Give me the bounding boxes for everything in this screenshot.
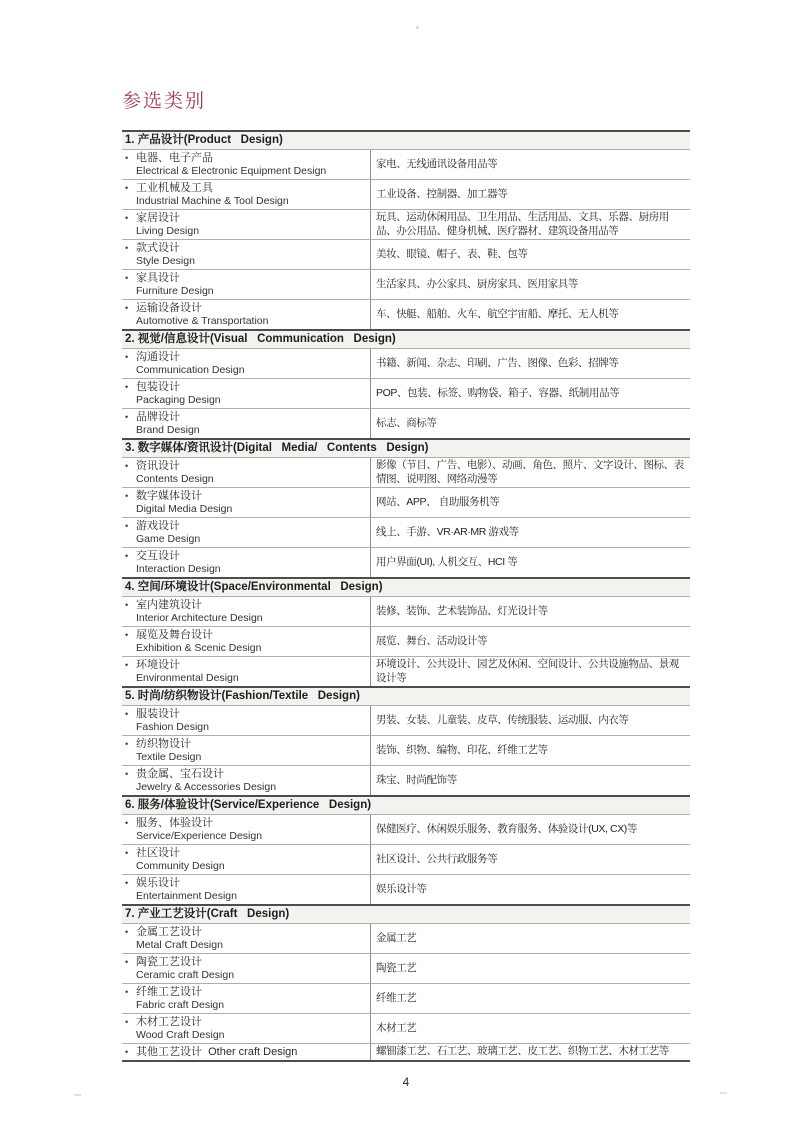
examples-cell [370, 1014, 690, 1043]
category-examples: 装修、装饰、艺术装饰品、灯光设计等 [376, 604, 548, 617]
category-name-cn: 款式设计 [136, 242, 180, 254]
examples-cell [370, 409, 690, 438]
bullet-icon: • [125, 848, 129, 858]
category-examples: 美妆、眼镜、帽子、表、鞋、包等 [376, 247, 528, 260]
scan-artifact-tick [720, 1092, 727, 1094]
category-name-cn: 品牌设计 [136, 411, 180, 423]
category-name-en: Brand Design [136, 424, 200, 436]
category-name-en: Wood Craft Design [136, 1029, 225, 1041]
section-header: 7. 产业工艺设计(Craft Design) [122, 904, 690, 923]
bullet-icon: • [125, 273, 129, 283]
category-examples: 社区设计、公共行政服务等 [376, 852, 498, 865]
category-name-cn: 木材工艺设计 [136, 1016, 202, 1028]
category-name-cn: 陶瓷工艺设计 [136, 956, 202, 968]
bullet-icon: • [125, 213, 129, 223]
document-page [122, 86, 690, 1089]
category-name-en: Automotive & Transportation [136, 315, 269, 327]
scan-artifact-dot [178, 1053, 180, 1055]
category-name-en: Entertainment Design [136, 890, 237, 902]
examples-cell [370, 548, 690, 577]
table-row [122, 269, 690, 299]
category-name-cn: 纺织物设计 [136, 738, 191, 750]
table-row [122, 149, 690, 179]
category-name-cn: 展览及舞台设计 [136, 629, 213, 641]
category-name-en: Living Design [136, 225, 200, 237]
table-row [122, 179, 690, 209]
examples-cell [370, 845, 690, 874]
bullet-icon: • [125, 243, 129, 253]
category-examples: 展览、舞台、活动设计等 [376, 634, 488, 647]
category-cell [122, 458, 370, 487]
bullet-icon: • [125, 303, 129, 313]
table-row [122, 765, 690, 795]
bullet-icon: • [125, 709, 129, 719]
category-cell [122, 409, 370, 438]
category-examples: 书籍、新闻、杂志、印刷、广告、图像、色彩、招牌等 [376, 356, 619, 369]
category-name-en: Ceramic craft Design [136, 969, 235, 981]
category-name-cn: 资讯设计 [136, 460, 180, 472]
category-examples: 影像（节目、广告、电影）、动画、角色、照片、文字设计、图标、表情图、说明图、网络动漫等 [376, 459, 684, 485]
category-cell [122, 815, 370, 844]
category-cell [122, 548, 370, 577]
bullet-icon: • [125, 491, 129, 501]
category-examples: POP、包装、标签、购物袋、箱子、容器、纸制用品等 [376, 386, 620, 399]
table-row [122, 299, 690, 329]
section-header: 1. 产品设计(Product Design) [122, 130, 690, 149]
category-examples: 娱乐设计等 [376, 882, 427, 895]
category-name-en: Fashion Design [136, 721, 209, 733]
bullet-icon: • [125, 183, 129, 193]
category-name-en: Interaction Design [136, 563, 221, 575]
category-name-cn: 工业机械及工具 [136, 182, 213, 194]
category-examples: 用户界面(UI), 人机交互、HCI 等 [376, 555, 518, 568]
category-name-cn: 其他工艺设计 Other craft Design [136, 1046, 298, 1058]
section-header: 4. 空间/环境设计(Space/Environmental Design) [122, 577, 690, 596]
table-row [122, 923, 690, 953]
category-name-cn: 电器、电子产品 [136, 152, 213, 164]
category-name-en: Service/Experience Design [136, 830, 263, 842]
examples-cell [370, 518, 690, 547]
bullet-icon: • [125, 600, 129, 610]
category-cell [122, 657, 370, 686]
category-examples: 网站、APP、 自助服务机等 [376, 495, 500, 508]
examples-cell [370, 875, 690, 904]
table-row [122, 457, 690, 487]
table-row [122, 735, 690, 765]
category-cell [122, 954, 370, 983]
bullet-icon: • [125, 660, 129, 670]
category-examples: 男装、女装、儿童装、皮草、传统服装、运动服、内衣等 [376, 713, 629, 726]
category-name-en: Communication Design [136, 364, 245, 376]
category-examples: 珠宝、时尚配饰等 [376, 773, 457, 786]
category-cell [122, 270, 370, 299]
category-name-en: Textile Design [136, 751, 202, 763]
examples-cell [370, 379, 690, 408]
category-name-cn: 运输设备设计 [136, 302, 202, 314]
category-examples: 木材工艺 [376, 1021, 417, 1034]
examples-cell [370, 597, 690, 626]
examples-cell [370, 210, 690, 239]
bullet-icon: • [125, 987, 129, 997]
examples-cell [370, 300, 690, 329]
category-examples: 车、快艇、船舶、火车、航空宇宙船、摩托、无人机等 [376, 307, 619, 320]
category-cell [122, 736, 370, 765]
category-cell [122, 379, 370, 408]
page-number: 4 [402, 1075, 410, 1089]
examples-cell [370, 488, 690, 517]
category-examples: 金属工艺 [376, 931, 417, 944]
table-row [122, 656, 690, 686]
category-name-cn: 室内建筑设计 [136, 599, 202, 611]
table-row [122, 596, 690, 626]
category-name-en: Style Design [136, 255, 195, 267]
table-row [122, 239, 690, 269]
page-title: 参选类别 [122, 91, 207, 112]
examples-cell [370, 924, 690, 953]
category-cell [122, 597, 370, 626]
table-row [122, 626, 690, 656]
table-row [122, 209, 690, 239]
category-examples: 环境设计、公共设计、园艺及休闲、空间设计、公共设施物品、景观设计等 [376, 658, 679, 684]
category-name-en: Digital Media Design [136, 503, 233, 515]
category-cell [122, 1014, 370, 1043]
bullet-icon: • [125, 957, 129, 967]
category-name-en: Contents Design [136, 473, 214, 485]
section-header: 2. 视觉/信息设计(Visual Communication Design) [122, 329, 690, 348]
table-row [122, 874, 690, 904]
scan-artifact-tick [74, 1094, 81, 1096]
category-examples: 家电、无线通讯设备用品等 [376, 157, 498, 170]
category-name-en: Community Design [136, 860, 225, 872]
category-name-cn: 环境设计 [136, 659, 180, 671]
category-examples: 螺钿漆工艺、石工艺、玻璃工艺、皮工艺、织物工艺、木材工艺等 [376, 1045, 669, 1058]
examples-cell [370, 349, 690, 378]
category-examples: 工业设备、控制器、加工器等 [376, 187, 508, 200]
category-cell [122, 349, 370, 378]
category-name-cn: 家居设计 [136, 212, 180, 224]
category-name-cn: 交互设计 [136, 550, 180, 562]
category-name-en: Electrical & Electronic Equipment Design [136, 165, 327, 177]
category-name-en: Industrial Machine & Tool Design [136, 195, 289, 207]
table-row [122, 408, 690, 438]
category-cell [122, 845, 370, 874]
category-name-cn: 数字媒体设计 [136, 490, 202, 502]
category-name-en: Environmental Design [136, 672, 239, 684]
examples-cell [370, 954, 690, 983]
bullet-icon: • [125, 521, 129, 531]
section-header: 3. 数字媒体/资讯设计(Digital Media/ Contents Design) [122, 438, 690, 457]
table-row [122, 705, 690, 735]
category-name-en: Fabric craft Design [136, 999, 225, 1011]
bullet-icon: • [125, 1047, 129, 1057]
bullet-icon: • [125, 769, 129, 779]
bullet-icon: • [125, 927, 129, 937]
category-name-cn: 包装设计 [136, 381, 180, 393]
category-cell [122, 924, 370, 953]
category-table [122, 130, 690, 1062]
category-examples: 线上、手游、VR·AR·MR 游戏等 [376, 525, 519, 538]
examples-cell [370, 984, 690, 1013]
scan-artifact-dot [416, 26, 419, 29]
category-cell [122, 875, 370, 904]
category-name-cn: 贵金属、宝石设计 [136, 768, 224, 780]
category-name-cn: 服务、体验设计 [136, 817, 213, 829]
table-row [122, 378, 690, 408]
category-name-cn: 社区设计 [136, 847, 180, 859]
table-row [122, 348, 690, 378]
examples-cell [370, 736, 690, 765]
table-row [122, 1013, 690, 1043]
section-header: 6. 服务/体验设计(Service/Experience Design) [122, 795, 690, 814]
examples-cell [370, 180, 690, 209]
category-cell [122, 518, 370, 547]
bullet-icon: • [125, 153, 129, 163]
bullet-icon: • [125, 551, 129, 561]
table-row [122, 1043, 690, 1060]
examples-cell [370, 150, 690, 179]
bullet-icon: • [125, 382, 129, 392]
category-cell [122, 150, 370, 179]
category-name-cn: 娱乐设计 [136, 877, 180, 889]
examples-cell [370, 270, 690, 299]
category-cell [122, 984, 370, 1013]
table-row [122, 953, 690, 983]
category-name-cn: 沟通设计 [136, 351, 180, 363]
examples-cell [370, 627, 690, 656]
bullet-icon: • [125, 630, 129, 640]
bullet-icon: • [125, 1017, 129, 1027]
examples-cell [370, 458, 690, 487]
examples-cell [370, 1044, 690, 1060]
category-name-cn: 游戏设计 [136, 520, 180, 532]
category-cell [122, 240, 370, 269]
category-name-en: Exhibition & Scenic Design [136, 642, 262, 654]
table-row [122, 487, 690, 517]
bullet-icon: • [125, 352, 129, 362]
category-name-en: Metal Craft Design [136, 939, 223, 951]
bullet-icon: • [125, 461, 129, 471]
category-cell [122, 766, 370, 795]
table-row [122, 983, 690, 1013]
examples-cell [370, 240, 690, 269]
category-cell [122, 706, 370, 735]
category-cell [122, 488, 370, 517]
table-row [122, 844, 690, 874]
category-cell [122, 300, 370, 329]
category-name-en: Interior Architecture Design [136, 612, 263, 624]
category-examples: 生活家具、办公家具、厨房家具、医用家具等 [376, 277, 578, 290]
category-examples: 陶瓷工艺 [376, 961, 417, 974]
examples-cell [370, 766, 690, 795]
category-name-cn: 家具设计 [136, 272, 180, 284]
bullet-icon: • [125, 739, 129, 749]
bullet-icon: • [125, 818, 129, 828]
category-name-en: Furniture Design [136, 285, 214, 297]
category-examples: 标志、商标等 [376, 416, 437, 429]
category-cell [122, 210, 370, 239]
table-row [122, 517, 690, 547]
bullet-icon: • [125, 412, 129, 422]
category-name-cn: 纤维工艺设计 [136, 986, 202, 998]
table-row [122, 814, 690, 844]
category-examples: 保健医疗、休闲娱乐服务、教育服务、体验设计(UX, CX)等 [376, 822, 637, 835]
category-name-en: Jewelry & Accessories Design [136, 781, 277, 793]
category-examples: 纤维工艺 [376, 991, 417, 1004]
category-name-cn: 服装设计 [136, 708, 180, 720]
category-cell [122, 627, 370, 656]
examples-cell [370, 815, 690, 844]
category-name-cn: 金属工艺设计 [136, 926, 202, 938]
category-cell [122, 1044, 370, 1060]
section-header: 5. 时尚/纺织物设计(Fashion/Textile Design) [122, 686, 690, 705]
bullet-icon: • [125, 878, 129, 888]
category-examples: 装饰、织物、编物、印花、纤维工艺等 [376, 743, 548, 756]
category-name-en: Packaging Design [136, 394, 221, 406]
category-cell [122, 180, 370, 209]
table-row [122, 547, 690, 577]
examples-cell [370, 706, 690, 735]
category-examples: 玩具、运动休闲用品、卫生用品、生活用品、文具、乐器、厨房用品、办公用品、健身机械、医疗器材、建筑设备用品等 [376, 211, 669, 237]
examples-cell [370, 657, 690, 686]
category-name-en: Game Design [136, 533, 201, 545]
